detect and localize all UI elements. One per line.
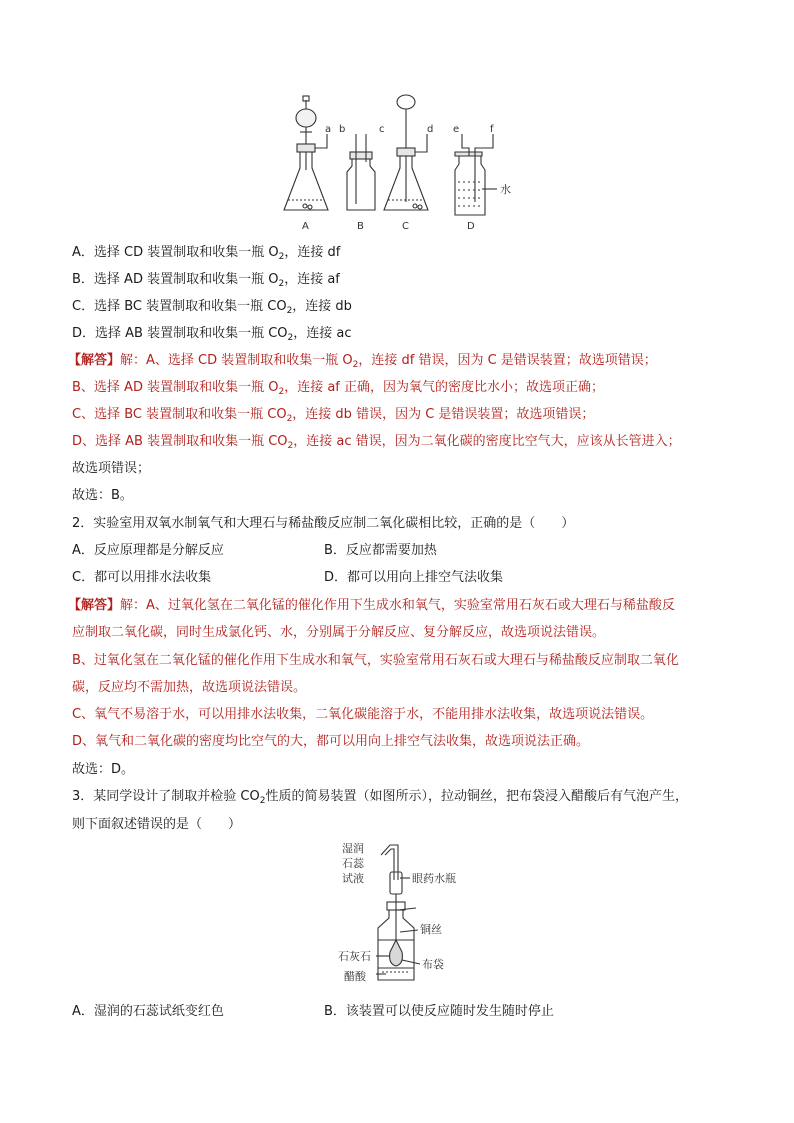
q3-stem-line-1: 3．某同学设计了制取并检验 $CO_2$性质的简易装置（如图所示），拉动铜丝，把布袋浸入醋酸后有气泡产生， xyxy=(72,789,688,806)
tube-label-e: e xyxy=(453,124,460,135)
q2-option-d: D．都可以用向上排空气法收集 xyxy=(324,570,504,585)
q3-option-b: B．该装置可以使反应随时发生随时停止 xyxy=(324,1004,554,1019)
tube-label-d: d xyxy=(427,124,434,135)
co2-bottle-apparatus-figure xyxy=(330,840,480,990)
apparatus-label-b: B xyxy=(357,221,364,232)
vinegar-label: 醋酸 xyxy=(344,970,366,983)
litmus-label-2: 石蕊 xyxy=(342,857,364,870)
q3-stem-line-2: 则下面叙述错误的是（ ） xyxy=(72,817,242,832)
q2-option-a: A．反应原理都是分解反应 xyxy=(72,543,224,558)
q1-answer-tail: 故选项错误； xyxy=(72,461,151,476)
eyedrop-bottle-label: 眼药水瓶 xyxy=(412,872,456,885)
apparatus-label-d: D xyxy=(467,221,475,232)
limestone-label: 石灰石 xyxy=(338,950,371,963)
q3-option-a: A．湿润的石蕊试纸变红色 xyxy=(72,1004,224,1019)
gas-apparatus-figure xyxy=(275,92,535,234)
copper-wire-label: 铜丝 xyxy=(420,923,442,936)
q2-answer-line-1: 【解答】解：A、过氧化氢在二氧化锰的催化作用下生成水和氧气，实验室常用石灰石或大理石与稀盐酸反 xyxy=(68,598,675,613)
q1-answer-line-1: 【解答】解：A、选择 CD 装置制取和收集一瓶 $O_2$，连接 df 错误，因为 C 是错误装置；故选项错误； xyxy=(68,353,657,370)
q1-answer-line-4: D、选择 AB 装置制取和收集一瓶 $CO_2$，连接 ac 错误，因为二氧化碳的密度比空气大，应该从长管进入； xyxy=(72,434,681,451)
q2-answer-line-6: D、氧气和二氧化碳的密度均比空气的大，都可以用向上排空气法收集，故选项说法正确。 xyxy=(72,734,590,749)
cloth-bag-label: 布袋 xyxy=(422,958,444,971)
q2-answer-line-3: B、过氧化氢在二氧化锰的催化作用下生成水和氧气，实验室常用石灰石或大理石与稀盐酸反应制取二氧化 xyxy=(72,653,679,668)
answer-tag: 【解答】 xyxy=(68,353,121,368)
q1-option-d: D．选择 AB 装置制取和收集一瓶 $CO_2$，连接 ac xyxy=(72,326,352,343)
q1-option-c: C．选择 BC 装置制取和收集一瓶 $CO_2$，连接 db xyxy=(72,299,352,316)
litmus-label-1: 湿润 xyxy=(342,842,364,855)
tube-label-a: a xyxy=(325,124,332,135)
apparatus-label-c: C xyxy=(402,221,409,232)
q2-answer-line-2: 应制取二氧化碳，同时生成氯化钙、水，分别属于分解反应、复分解反应，故选项说法错误。 xyxy=(72,625,606,640)
q1-option-a: A．选择 CD 装置制取和收集一瓶 $O_2$，连接 df xyxy=(72,245,341,262)
q1-answer-line-3: C、选择 BC 装置制取和收集一瓶 $CO_2$，连接 db 错误，因为 C 是错误装置；故选项错误； xyxy=(72,407,595,424)
q2-answer-line-5: C、氧气不易溶于水，可以用排水法收集，二氧化碳能溶于水，不能用排水法收集，故选项说法错误。 xyxy=(72,707,654,722)
tube-label-b: b xyxy=(339,124,346,135)
tube-label-c: c xyxy=(379,124,385,135)
q2-stem: 2．实验室用双氧水制氧气和大理石与稀盐酸反应制二氧化碳相比较，正确的是（ ） xyxy=(72,516,575,531)
q2-answer-line-4: 碳，反应均不需加热，故选项说法错误。 xyxy=(72,680,307,695)
tube-label-f: f xyxy=(490,124,494,135)
q2-options-row-1 xyxy=(72,541,437,561)
apparatus-label-a: A xyxy=(302,221,309,232)
water-label: 水 xyxy=(500,183,511,196)
q3-options-row-1 xyxy=(72,1002,554,1022)
q2-options-row-2 xyxy=(72,568,504,588)
q1-option-b: B．选择 AD 装置制取和收集一瓶 $O_2$，连接 af xyxy=(72,272,340,289)
answer-tag: 【解答】 xyxy=(68,598,121,613)
q1-choice: 故选：B。 xyxy=(72,488,133,503)
q1-answer-line-2: B、选择 AD 装置制取和收集一瓶 $O_2$，连接 af 正确，因为氧气的密度比水小；故选项正确； xyxy=(72,380,604,397)
litmus-label-3: 试液 xyxy=(342,872,364,885)
q2-choice: 故选：D。 xyxy=(72,762,135,777)
q2-option-b: B．反应都需要加热 xyxy=(324,543,437,558)
q2-option-c: C．都可以用排水法收集 xyxy=(72,570,212,585)
